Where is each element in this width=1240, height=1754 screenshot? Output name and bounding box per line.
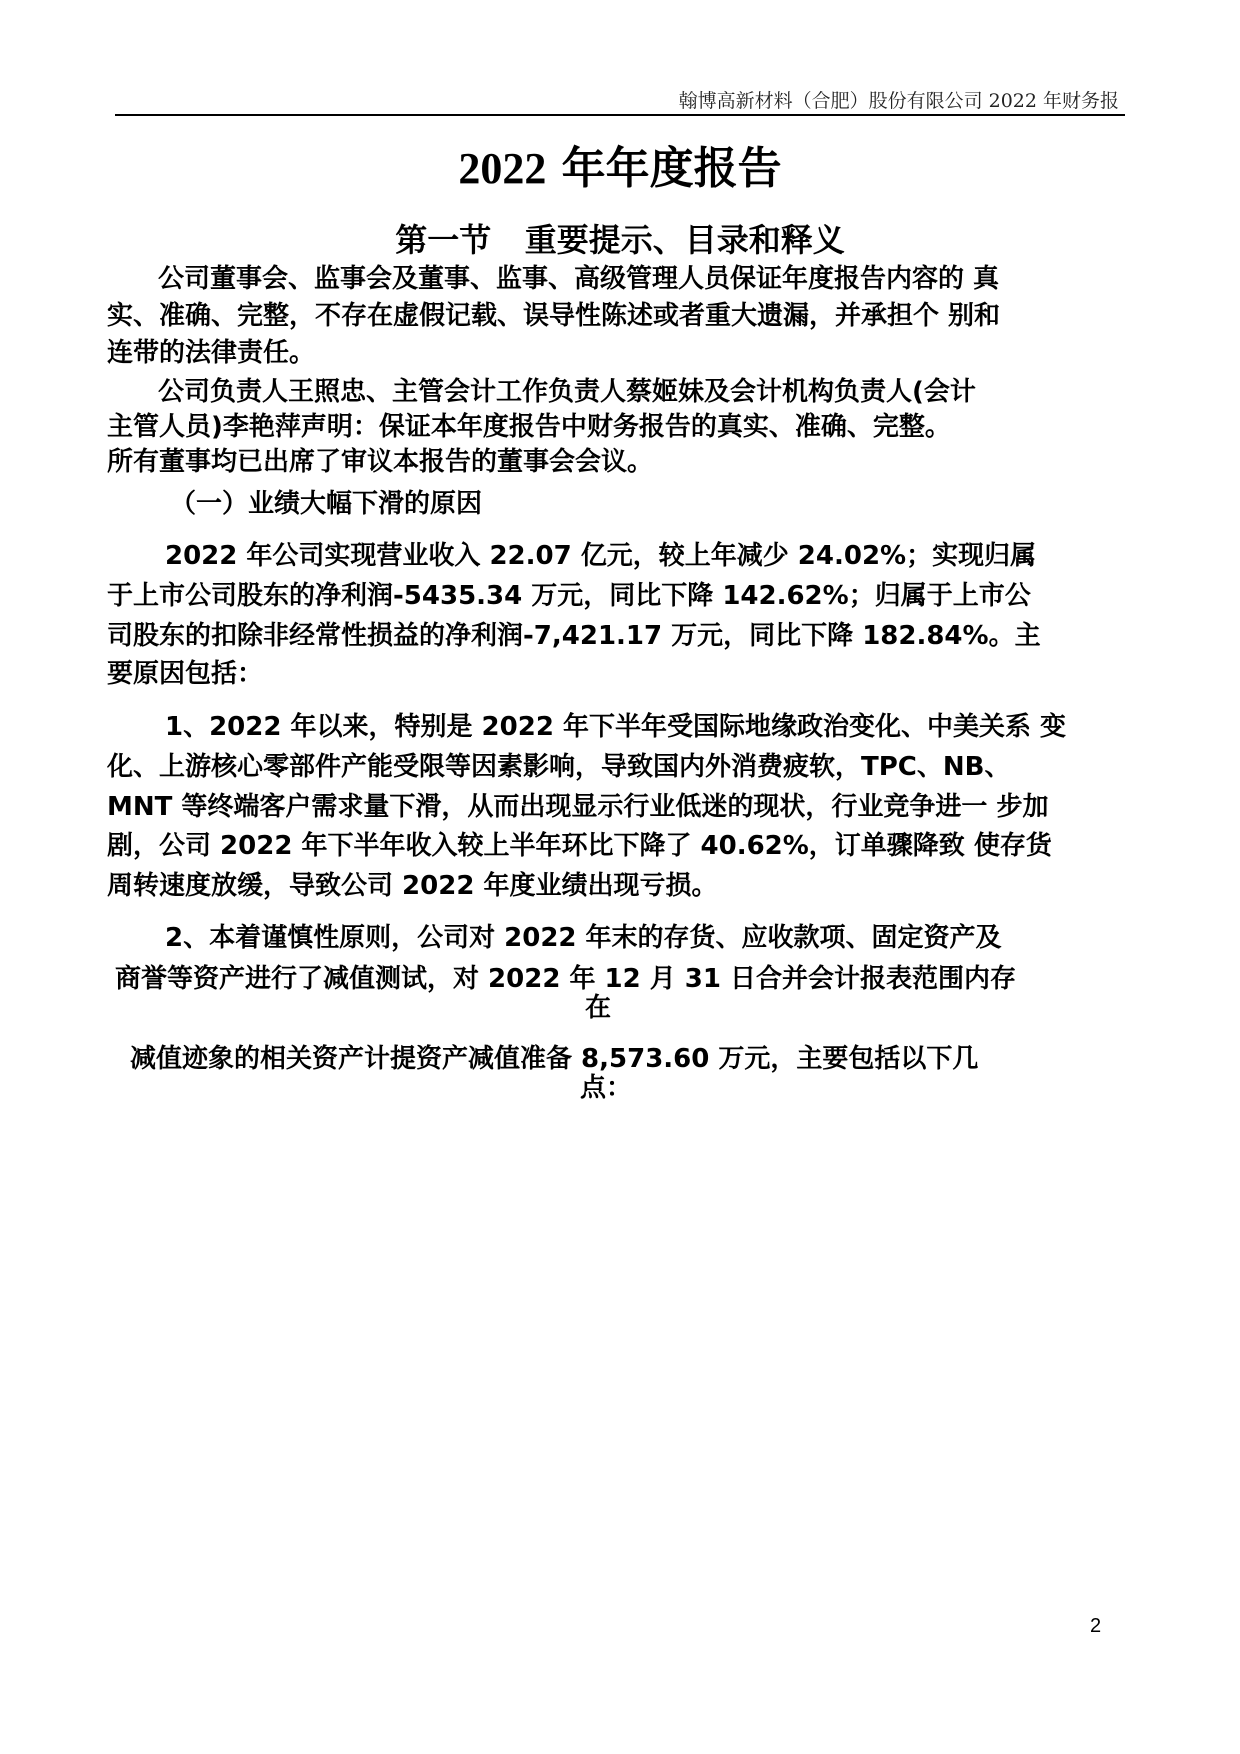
header-text: 翰博高新材料（合肥）股份有限公司 2022 年财务报 xyxy=(678,90,1119,112)
paragraph-line: 2022 年公司实现营业收入 22.07 亿元，较上年减少 24.02%；实现归属 xyxy=(165,541,1037,571)
paragraph-line: 减值迹象的相关资产计提资产减值准备 8,573.60 万元，主要包括以下几 xyxy=(130,1044,979,1074)
paragraph-line: 周转速度放缓，导致公司 2022 年度业绩出现亏损。 xyxy=(107,871,718,901)
paragraph-line: 公司负责人王照忠、主管会计工作负责人蔡姬妹及会计机构负责人(会计 xyxy=(158,377,976,407)
paragraph-line: 1、2022 年以来，特别是 2022 年下半年受国际地缘政治变化、中美关系 变 xyxy=(165,712,1067,742)
paragraph-line: 化、上游核心零部件产能受限等因素影响，导致国内外消费疲软，TPC、NB、 xyxy=(107,752,1011,782)
paragraph-line: 公司董事会、监事会及董事、监事、高级管理人员保证年度报告内容的 真 xyxy=(158,264,1000,294)
paragraph-line: MNT 等终端客户需求量下滑，从而出现显示行业低迷的现状，行业竞争进一 步加 xyxy=(107,792,1049,822)
paragraph-line: 主管人员)李艳萍声明：保证本年度报告中财务报告的真实、准确、完整。 xyxy=(107,412,951,442)
paragraph-line: 商誉等资产进行了减值测试，对 2022 年 12 月 31 日合并会计报表范围内存 xyxy=(115,964,1017,994)
paragraph-line: 于上市公司股东的净利润-5435.34 万元，同比下降 142.62%；归属于上市公 xyxy=(107,581,1031,611)
page-header xyxy=(115,84,1125,116)
paragraph-line: 所有董事均已出席了审议本报告的董事会会议。 xyxy=(107,447,654,477)
page-title xyxy=(0,132,1240,196)
paragraph-line: 司股东的扣除非经常性损益的净利润-7,421.17 万元，同比下降 182.84%。主 xyxy=(107,621,1041,651)
page-number: 2 xyxy=(1090,1615,1102,1637)
paragraph-line: 在 xyxy=(585,993,612,1023)
paragraph-line: 2、本着谨慎性原则，公司对 2022 年末的存货、应收款项、固定资产及 xyxy=(165,923,1002,953)
subheading: （一）业绩大幅下滑的原因 xyxy=(170,489,483,519)
paragraph-line: 要原因包括： xyxy=(107,659,264,689)
section-title: 第一节 重要提示、目录和释义 xyxy=(395,221,845,259)
paragraph-line: 剧，公司 2022 年下半年收入较上半年环比下降了 40.62%，订单骤降致 使存货 xyxy=(107,831,1052,861)
title-text: 年年度报告 xyxy=(546,143,782,194)
title-year: 2022 xyxy=(458,144,547,193)
paragraph-line: 点： xyxy=(580,1073,633,1103)
paragraph-line: 实、准确、完整，不存在虚假记载、误导性陈述或者重大遗漏，并承担个 别和 xyxy=(107,301,1001,331)
paragraph-line: 连带的法律责任。 xyxy=(107,338,316,368)
